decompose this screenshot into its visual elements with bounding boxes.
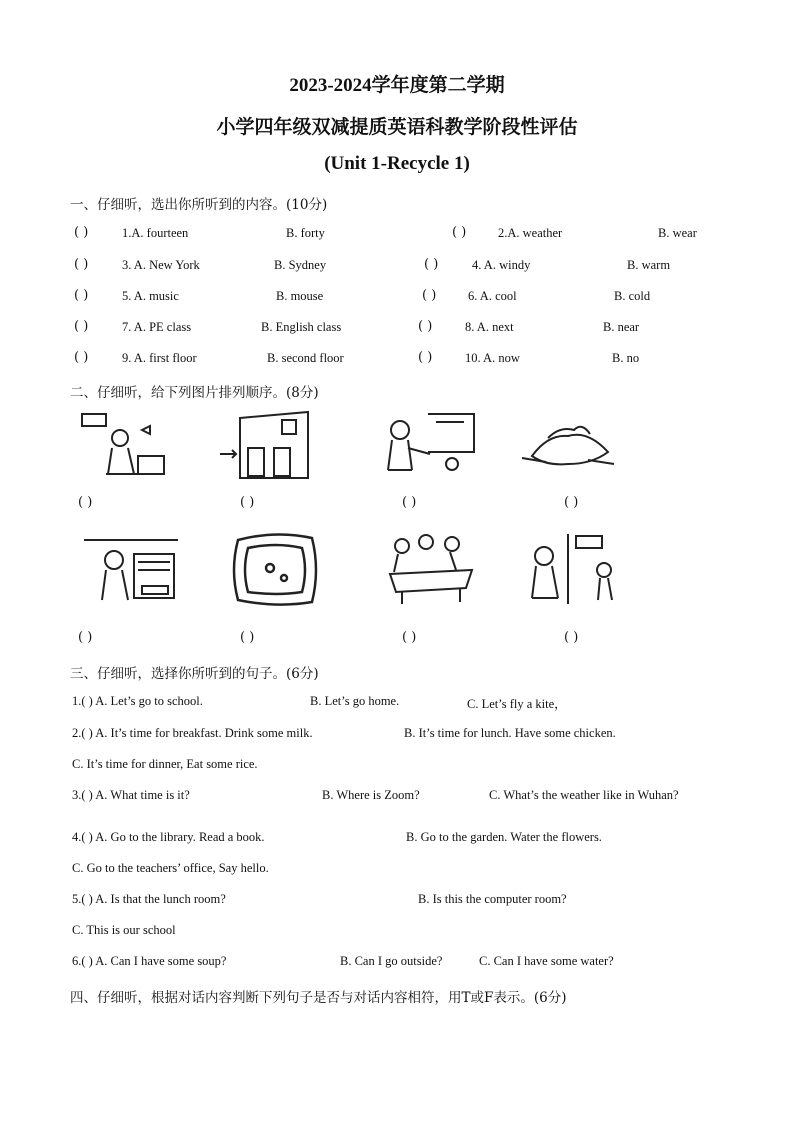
order-bracket[interactable]: ( ) [564, 630, 579, 645]
question-1[interactable]: 1.( ) A. Let’s go to school. [72, 694, 203, 708]
option-c: C. Let’s fly a kite， [467, 697, 567, 711]
order-bracket[interactable]: ( ) [564, 495, 579, 510]
order-bracket[interactable]: ( ) [402, 495, 417, 510]
option-a: 6. A. cool [468, 289, 517, 303]
order-bracket[interactable]: ( ) [402, 630, 417, 645]
order-bracket[interactable]: ( ) [240, 495, 255, 510]
option-c: C. This is our school [72, 923, 176, 937]
answer-bracket[interactable]: ( ) [74, 225, 89, 240]
option-a: 8. A. next [465, 320, 514, 334]
option-b: B. Can I go outside? [340, 954, 443, 968]
part1-title: 一、仔细听，选出你所听到的内容。(10分) [70, 197, 328, 213]
part3-title: 三、仔细听，选择你所听到的句子。(6分) [70, 666, 319, 682]
answer-bracket[interactable]: ( ) [74, 257, 89, 272]
option-b: B. forty [286, 226, 325, 240]
option-a: 5. A. music [122, 289, 179, 303]
question-6[interactable]: 6.( ) A. Can I have some soup? [72, 954, 227, 968]
picture-boy-at-desk [78, 408, 178, 486]
answer-bracket[interactable]: ( ) [418, 319, 433, 334]
picture-girl-door [520, 530, 620, 608]
answer-bracket[interactable]: ( ) [418, 350, 433, 365]
option-a: 10. A. now [465, 351, 520, 365]
option-b: B. cold [614, 289, 651, 303]
exam-name-title: 小学四年级双减提质英语科教学阶段性评估 [216, 117, 578, 138]
question-4[interactable]: 4.( ) A. Go to the library. Read a book. [72, 830, 265, 844]
option-c: C. Go to the teachers’ office, Say hello. [72, 861, 269, 875]
option-b: B. Sydney [274, 258, 327, 272]
picture-teacher-board [378, 408, 478, 486]
answer-bracket[interactable]: ( ) [422, 288, 437, 303]
option-a: 4. A. windy [472, 258, 531, 272]
option-a: 1.A. fourteen [122, 226, 189, 240]
option-b: B. warm [627, 258, 671, 272]
picture-school-building [218, 408, 318, 486]
exam-year-title: 2023-2024学年度第二学期 [289, 75, 505, 96]
picture-tablet-screen [226, 530, 326, 608]
picture-children-table [380, 530, 480, 608]
option-c: C. Can I have some water? [479, 954, 614, 968]
option-b: B. Is this the computer room? [418, 892, 567, 906]
option-a: 3. A. New York [122, 258, 200, 272]
option-b: B. second floor [267, 351, 344, 365]
answer-bracket[interactable]: ( ) [74, 319, 89, 334]
part2-title: 二、仔细听，给下列图片排列顺序。(8分) [70, 385, 319, 401]
option-a: 7. A. PE class [122, 320, 192, 334]
option-c: C. It’s time for dinner, Eat some rice. [72, 757, 258, 771]
option-a: 2.A. weather [498, 226, 563, 240]
option-a: 9. A. first floor [122, 351, 197, 365]
option-b: B. Let’s go home. [310, 694, 400, 708]
option-b: B. English class [261, 320, 342, 334]
question-5[interactable]: 5.( ) A. Is that the lunch room? [72, 892, 226, 906]
part4-title: 四、仔细听，根据对话内容判断下列句子是否与对话内容相符，用T或F表示。(6分) [70, 990, 567, 1006]
exam-unit-title: (Unit 1-Recycle 1) [324, 153, 470, 174]
order-bracket[interactable]: ( ) [240, 630, 255, 645]
order-bracket[interactable]: ( ) [78, 630, 93, 645]
option-b: B. Go to the garden. Water the flowers. [406, 830, 602, 844]
answer-bracket[interactable]: ( ) [424, 257, 439, 272]
answer-bracket[interactable]: ( ) [452, 225, 467, 240]
option-b: B. wear [658, 226, 697, 240]
question-2[interactable]: 2.( ) A. It’s time for breakfast. Drink some milk. [72, 726, 313, 740]
option-b: B. no [612, 351, 640, 365]
option-b: B. It’s time for lunch. Have some chicken. [404, 726, 616, 740]
question-3[interactable]: 3.( ) A. What time is it? [72, 788, 190, 802]
option-c: C. What’s the weather like in Wuhan? [489, 788, 679, 802]
picture-boy-classroom [82, 530, 182, 608]
option-b: B. near [603, 320, 640, 334]
option-b: B. mouse [276, 289, 324, 303]
option-b: B. Where is Zoom? [322, 788, 420, 802]
answer-bracket[interactable]: ( ) [74, 350, 89, 365]
picture-landscape-cloud [518, 408, 618, 486]
order-bracket[interactable]: ( ) [78, 495, 93, 510]
answer-bracket[interactable]: ( ) [74, 288, 89, 303]
